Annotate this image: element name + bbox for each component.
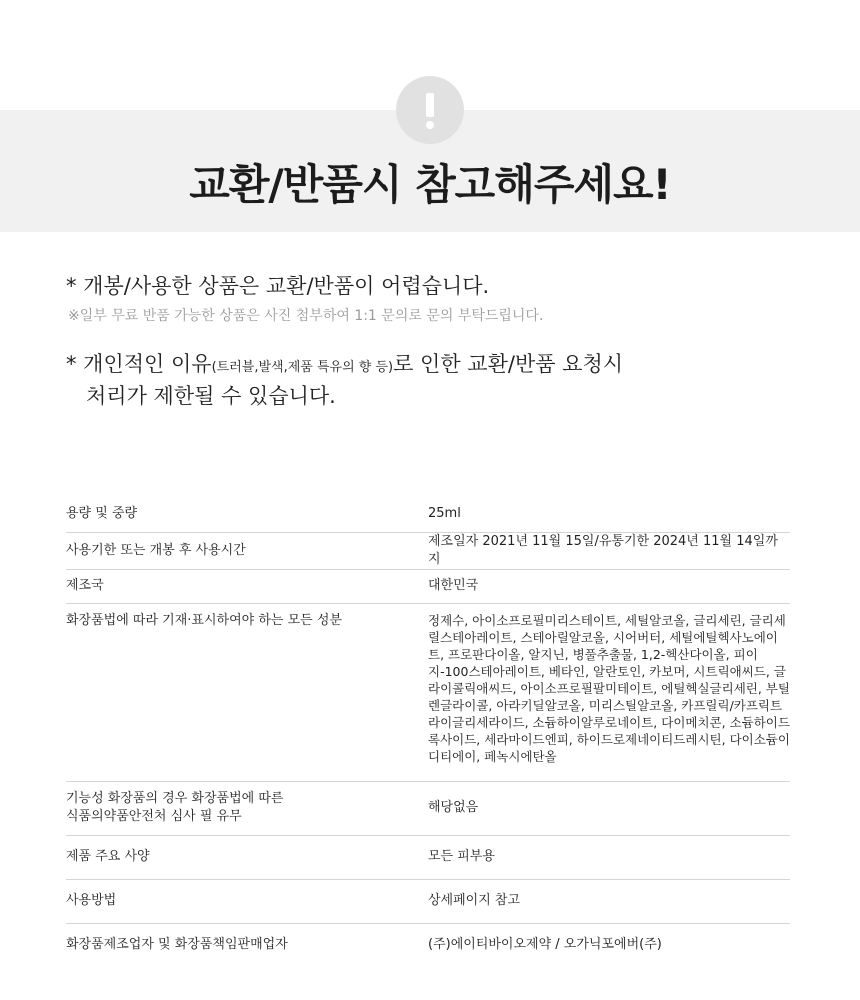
table-row — [66, 532, 790, 569]
notice-personal-suffix: 로 인한 교환/반품 요청시 — [393, 352, 624, 376]
notice-personal-prefix: * 개인적인 이유 — [66, 352, 212, 376]
exclamation-dot — [426, 121, 434, 129]
notice-no-return-opened: * 개봉/사용한 상품은 교환/반품이 어렵습니다. — [66, 274, 490, 298]
spec-label: 제품 주요 사양 — [66, 835, 428, 879]
spec-label: 사용기한 또는 개봉 후 사용시간 — [66, 532, 428, 569]
spec-label: 제조국 — [66, 569, 428, 603]
notice-personal-examples: (트러블,발색,제품 특유의 향 등) — [211, 360, 394, 375]
notice-personal-line2: 처리가 제한될 수 있습니다. — [86, 384, 336, 408]
spec-value: 상세페이지 참고 — [428, 879, 790, 923]
spec-label: 기능성 화장품의 경우 화장품법에 따른 식품의약품안전처 심사 필 유무 — [66, 781, 428, 835]
table-row — [66, 923, 790, 967]
spec-value: (주)에이티바이오제약 / 오가닉포에버(주) — [428, 937, 662, 953]
table-row — [66, 603, 790, 781]
notice-personal-reason — [66, 350, 706, 410]
table-row — [66, 569, 790, 603]
table-row — [66, 835, 790, 879]
spec-label: 화장품제조업자 및 화장품책임판매업자 — [66, 937, 288, 953]
exclamation-icon — [396, 76, 464, 144]
notice-free-return-subnote: ※일부 무료 반품 가능한 상품은 사진 첨부하여 1:1 문의로 문의 부탁드립니다. — [68, 308, 544, 324]
spec-label: 용량 및 중량 — [66, 496, 428, 532]
table-row — [66, 496, 790, 532]
table-row — [66, 879, 790, 923]
spec-label: 화장품법에 따라 기재·표시하여야 하는 모든 성분 — [66, 603, 428, 781]
product-spec-table — [66, 496, 790, 967]
spec-value: 대한민국 — [428, 569, 790, 603]
spec-value: 제조일자 2021년 11월 15일/유통기한 2024년 11월 14일까지 — [428, 532, 790, 569]
table-row — [66, 781, 790, 835]
spec-value: 해당없음 — [428, 781, 790, 835]
spec-label: 사용방법 — [66, 879, 428, 923]
spec-value: 정제수, 아이소프로필미리스테이트, 세틸알코올, 글리세린, 글리세릴스테아레이트, 스테아릴알코올, 시어버터, 세틸에틸헥사노에이트, 프로판다이올, 알지닌, 병풀추출물, 1,2-헥산다이올, 피이지-100스테아레이트, 베타인, 알란토인, 카보머, 시트릭애씨드, 글라이콜릭애씨드, 아이소프로필팔미테이트, 에틸헥실글리세린, 부틸렌글라이콜, 아라키딜알코올, 미리스틸알코올, 카프릴릭/카프릭트라이글리세라이드, 소듐하이알루로네이트, 다이메치콘, 소듐하이드록사이드, 세라마이드엔피, 하이드로제네이티드레시틴, 다이소듐이디티에이, 페녹시에탄올 — [428, 603, 790, 781]
exclamation-bar — [426, 93, 434, 117]
spec-value: 모든 피부용 — [428, 835, 790, 879]
spec-value: 25ml — [428, 496, 790, 532]
banner-title: 교환/반품시 참고해주세요! — [189, 160, 671, 209]
